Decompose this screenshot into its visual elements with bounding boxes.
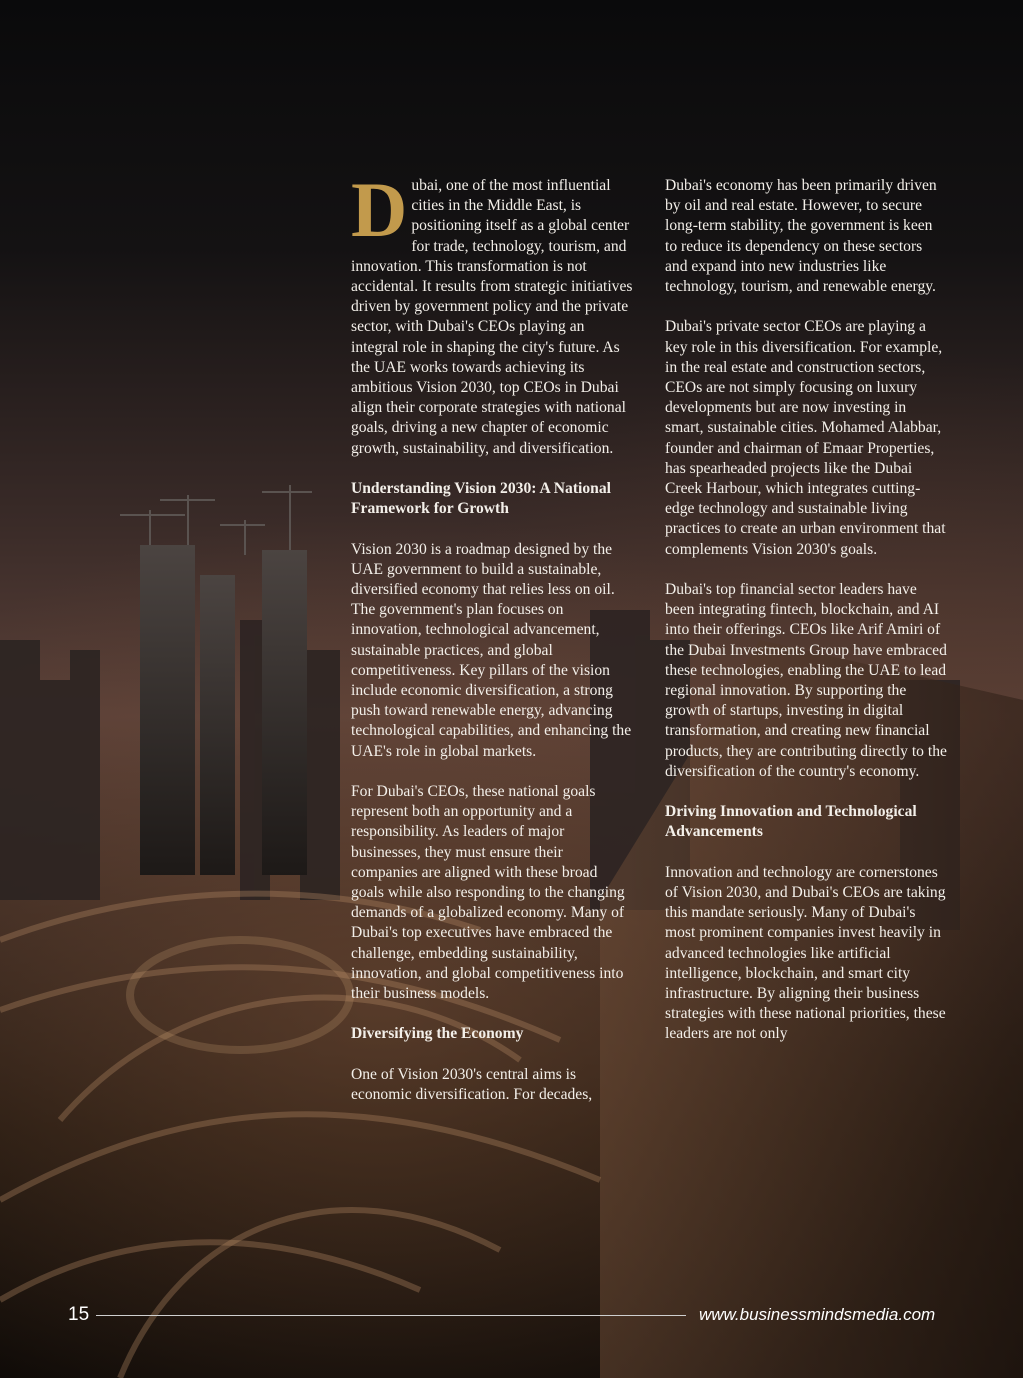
paragraph-vision-roadmap: Vision 2030 is a roadmap designed by the UAE government to build a sustainable, diversified economy that relies less on oil. The government's plan focuses on innovation, technological advancement, sustainable practices, and global competitiveness. Key pillars of the vision include economic diversification, a strong push toward renewable energy, advancing technological capabilities, and enhancing the UAE's role in global markets. bbox=[351, 540, 632, 760]
article-column-right bbox=[665, 176, 947, 1065]
drop-cap: D bbox=[351, 166, 408, 253]
footer-divider bbox=[96, 1315, 686, 1316]
section-heading-diversifying: Diversifying the Economy bbox=[351, 1025, 524, 1043]
intro-text: ubai, one of the most influential cities in the Middle East, is positioning itself as a global center for trade, technology, tourism, and innovation. This transformation is not accidental. It results from strategic initiatives driven by government policy and the private sector, with Dubai's CEOs playing an integral role in shaping the city's future. As the UAE works towards achieving its ambitious Vision 2030, top CEOs in Dubai align their corporate strategies with national goals, driving a new chapter of economic growth, sustainability, and diversification. bbox=[351, 177, 633, 457]
intro-paragraph bbox=[351, 166, 633, 459]
paragraph-private-sector: Dubai's private sector CEOs are playing a key role in this diversification. For example, in the real estate and construction sectors, CEOs are not simply focusing on luxury developments but are now investing in smart, sustainable cities. Mohamed Alabbar, founder and chairman of Emaar Properties, has spearheaded projects like the Dubai Creek Harbour, which integrates cutting-edge technology and sustainable living practices to create an urban environment that complements Vision 2030's goals. bbox=[665, 318, 946, 558]
section-heading-vision-2030: Understanding Vision 2030: A National Framework for Growth bbox=[351, 480, 611, 518]
section-heading-innovation: Driving Innovation and Technological Advancements bbox=[665, 803, 917, 841]
article-column-left bbox=[351, 166, 633, 1125]
paragraph-economy-oil: Dubai's economy has been primarily driven by oil and real estate. However, to secure long-term stability, the government is keen to reduce its dependency on these sectors and expand into new industries like technology, tourism, and renewable energy. bbox=[665, 177, 937, 296]
paragraph-financial-leaders: Dubai's top financial sector leaders have been integrating fintech, blockchain, and AI into their offerings. CEOs like Arif Amiri of the Dubai Investments Group have embraced these technologies, enabling the UAE to lead regional innovation. By supporting the growth of startups, investing in digital transformation, and creating new financial products, they are contributing directly to the diversification of the country's economy. bbox=[665, 581, 947, 780]
paragraph-ceo-goals: For Dubai's CEOs, these national goals represent both an opportunity and a responsibility. As leaders of major businesses, they must ensure their companies are aligned with these broad goals while also responding to the changing demands of a globalized economy. Many of Dubai's top executives have embraced the challenge, embedding sustainability, innovation, and global competitiveness into their business models. bbox=[351, 783, 625, 1003]
page-number: 15 bbox=[68, 1304, 90, 1325]
paragraph-innovation: Innovation and technology are cornerstones of Vision 2030, and Dubai's CEOs are taking this mandate seriously. Many of Dubai's most prominent companies invest heavily in advanced technologies like artificial intelligence, blockchain, and smart city infrastructure. By aligning their business strategies with these national priorities, these leaders are not only bbox=[665, 863, 946, 1043]
footer-website-link[interactable]: www.businessmindsmedia.com bbox=[699, 1305, 936, 1324]
paragraph-diversification-start: One of Vision 2030's central aims is economic diversification. For decades, bbox=[351, 1065, 593, 1104]
